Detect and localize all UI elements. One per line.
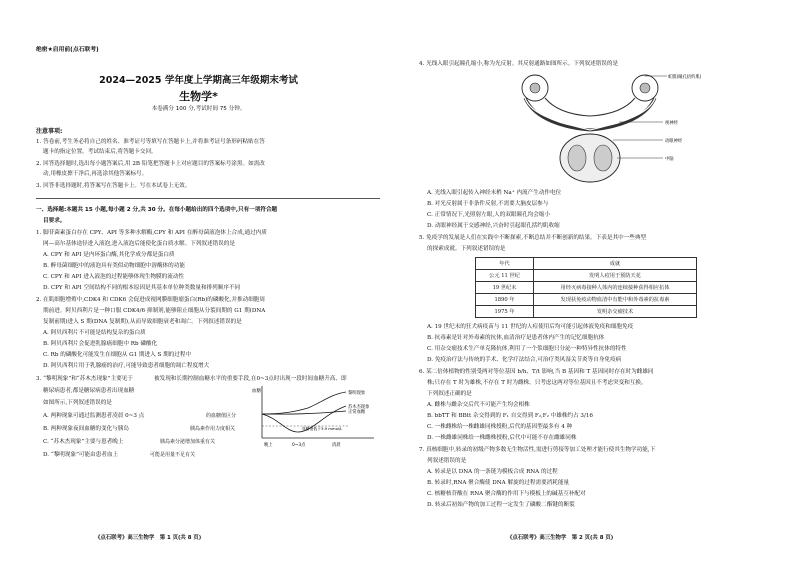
q5-option-d: D. 免疫治疗法与传统的手术、化学疗法结合,可治疗类风湿关节炎等自身免疫病	[427, 357, 622, 363]
midbrain-right-half	[594, 145, 612, 171]
q2-stem: 期前进。阿贝西利片是一种口服 CDK4/6 抑制剂,能够阻止细胞从分裂间期的 G1 期(DNA	[43, 308, 266, 314]
q1-option-d: D. CPY 和 API 空间结构不同的根本原因是其基本单位种类数量和排列顺序不同	[43, 285, 241, 291]
table-row	[476, 306, 697, 318]
note-line: 动,用橡皮擦干净后,再选涂其他答案标号。	[43, 171, 148, 177]
q3-text-tail: 胰岛素分泌增加体重有关	[160, 439, 216, 445]
y-label: 血糖	[252, 389, 261, 394]
q3-text-tail: 胰岛素作用力度相关	[190, 426, 236, 432]
q1-option-b: B. 醉母菌细胞中的液泡具有类似动物细胞中溶酶体的功能	[43, 263, 185, 269]
q5-stem: 的探索成就。下列叙述错误的是	[427, 246, 506, 252]
q5-option-a: A. 19 世纪末的狂犬病疫苗与 11 世纪的人痘使用后均可能引起体液免疫和细胞免疫	[427, 324, 634, 330]
secret-label: 绝密★启用前(点石联考)	[36, 47, 99, 53]
table-cell: 发现获免疫动物血清中有能中和外毒素的抗毒素	[534, 294, 697, 306]
q1-option-c: C. CPY 和 API 进入液泡的过程能够体现生物膜的流动性	[43, 274, 185, 280]
x-tick-morning: 清晨	[332, 443, 341, 448]
q4-option-a: A. 光线入眼引起传入神经末梢 Na⁺ 内流产生动作电位	[427, 190, 562, 196]
glucose-chart	[252, 384, 380, 452]
optic-nerve-right	[590, 98, 655, 130]
q3-stem: 3. “黎明现象”和“苏木杰现象”主要见于	[36, 376, 133, 382]
q2-option-a: A. 阿贝西利片不可能是结构复杂的蛋白质	[43, 330, 146, 336]
q6-option-c: C. 一株雌株给一株雌雄同株授粉,后代的基因型最多有 4 种	[427, 424, 573, 430]
q3-stem: 如图所示,下列叙述错误的是	[43, 400, 112, 406]
table-cell: 发明杂交瘤技术	[534, 306, 697, 318]
oculomotor-left	[545, 98, 590, 116]
table-cell: 1890 年	[476, 294, 534, 306]
q1-option-a: A. CPY 和 API 是内环蛋白酶,其化学成分都是蛋白质	[43, 252, 175, 258]
legend-dawn: 黎明现象	[348, 391, 366, 396]
page-footer: 《点石联考》高三生物学 第 1 页(共 8 页)	[95, 535, 202, 541]
q2-option-c: C. Rb 的磷酸化可能发生在细胞从 G1 期进入 S 期的过程中	[43, 352, 192, 358]
note-line: 2. 回答选择题时,选出每小题答案后,用 2B 铅笔把答题卡上对应题目的答案标号涂黑。如需改	[36, 161, 265, 167]
page-footer: 《点石联考》高三生物学 第 2 页(共 8 页)	[507, 535, 614, 541]
q7-stem: 7. 真核细胞中,转录的初级产物多数无生物活性,需进行剪接等加工处理才能行使其生物学功能,下	[419, 447, 656, 453]
q6-stem: 下列叙述正确的是	[427, 391, 472, 397]
threshold-label: 血糖值低于3.9 mmol/L	[302, 426, 343, 431]
q3-stem-tail: 被发现和长期控制血糖水平的重要手段,在0~3点时出现一段时间血糖升高、即	[154, 376, 347, 382]
q3-option-a: A. 两种现象可通过监测患者凌晨 0~3 点	[43, 413, 145, 419]
q4-option-c: C. 正常情况下,光照射左眼,人的双眼瞳孔均会缩小	[427, 212, 551, 218]
q3-stem: 糖尿病患者,都是糖尿病患者出现血糖	[43, 388, 135, 394]
q6-option-a: A. 雌株与雌杂交后代不可能产生均会相株	[427, 402, 530, 408]
q3-text-tail: 的血糖值区分	[206, 413, 237, 419]
q2-stem: 2. 在肌细胞增殖中,CDK4 和 CDK6 会促进成视网膜细胞瘤蛋白(Rb)的磷酸化,并推动细胞周	[36, 297, 265, 303]
exam-title: 2024—2025 学年度上学期高三年级期末考试	[99, 75, 298, 86]
notes-heading: 注意事项:	[36, 128, 63, 135]
q7-option-b: B. 转录时,RNA 聚合酶使 DNA 解旋的过程需要消耗能量	[427, 480, 570, 486]
q7-option-c: C. 核糖核苷酸在 RNA 聚合酶的作用下与模板上的碱基互补配对	[427, 491, 586, 497]
note-line: 1. 答卷前,考生务必将自己的姓名、准考证号等填写在答题卡上,并将准考证号条形码粘贴在答	[36, 139, 265, 145]
section-title-cont: 目要求。	[43, 218, 66, 224]
q6-stem: 株;只存在 T 时为雄株,不存在 T 时为雌株。只考虑这两对等位基因且不考虑突变和互换。	[427, 380, 647, 386]
q4-stem: 4. 光线入眼引起瞳孔缩小,称为光反射。其反射通路如图所示。下列叙述错误的是	[419, 61, 619, 67]
table-header: 年代	[476, 258, 534, 270]
table-cell: 用经灭病毒接种人体内的连续接种获得相应抗体	[534, 282, 697, 294]
table-cell: 公元 11 世纪	[476, 270, 534, 282]
q5-stem: 5. 免疫学的发展是人们在实践中不断探索,不断总结并不断创新的结果。下表是其中一些典型	[419, 235, 647, 241]
note-line: 题卡的指定位置。考试结束后,将答题卡交回。	[43, 149, 157, 155]
table-cell: 1975 年	[476, 306, 534, 318]
q1-stem: 网—高尔基体途径进入液泡,进入液泡后能使化蛋白质水解。下列叙述错误的是	[43, 241, 235, 247]
label-optic-nerve: 视神经	[665, 121, 678, 126]
q6-option-d: D. 一株雌雄同株给一株雌株授粉,后代中可能不存在雌雄同株	[427, 435, 577, 441]
x-tick-night: 晚上	[264, 443, 273, 448]
right-lens	[640, 83, 650, 93]
q4-option-b: B. 对光反射属于非条件反射,不需要大脑皮层参与	[427, 201, 549, 207]
section-title: 一、选择题:本题共 15 小题,每小题 2 分,共 30 分。在每小题给出的四个选项中,只有一项符合题	[36, 207, 278, 213]
q7-option-d: D. 转录后初始产物的加工过程一定发生了磷酸二酯键的断裂	[427, 502, 575, 508]
label-midbrain: 中脑	[665, 157, 674, 162]
exam-info: 本卷满分 100 分,考试时间 75 分钟。	[151, 106, 246, 112]
q7-stem: 列叙述错误的是	[427, 458, 467, 464]
q3-text-tail: 可能是用量不足有关	[150, 452, 196, 458]
label-iris: 虹膜(瞳孔括约肌)	[668, 75, 702, 80]
table-header: 成就	[534, 258, 697, 270]
legend-normal: 正常血糖	[348, 410, 366, 415]
q2-stem: 复制前期)进入 S 期(DNA 复制期),从而导致细胞衰老和凋亡。下列叙述错误的是	[43, 319, 242, 325]
divider	[36, 198, 380, 199]
label-oculomotor: 动眼神经	[665, 139, 683, 144]
midbrain-left-half	[568, 145, 586, 171]
table-row	[476, 294, 697, 306]
legend-somogyi: 苏木杰现象	[348, 405, 370, 410]
q4-option-d: D. 动眼神经属于交感神经,兴奋时引起眼孔括约肌收缩	[427, 223, 560, 229]
table-row	[476, 282, 697, 294]
page-right	[397, 0, 794, 561]
table-cell: 发明人痘用于预防天花	[534, 270, 697, 282]
q6-option-b: B. bbTT 和 BBtt 杂交得到的 F₁ 自交得到 F₂,F₂ 中雄株约占 3/16	[427, 413, 593, 419]
q1-stem: 1. 脚苷菌素蛋白存在 CPY、API 等多种水解酶,CPY 和 API 在醉母菌液泡体上合成,通过内质	[36, 230, 267, 236]
dawn-curve	[262, 392, 346, 414]
immunology-table	[475, 257, 697, 318]
q3-option-b: B. 两种现象夜间血糖的变化与胰岛	[43, 426, 129, 432]
q5-option-b: B. 抗毒素是针对外毒素的抗体,血清治疗是患者体内产生的记忆细胞抗体	[427, 335, 605, 341]
q2-option-b: B. 阿贝西利片会促进乳腺癌细胞中 Rb 磷酸化	[43, 341, 158, 347]
x-tick-midnight: 0~3点	[292, 443, 306, 448]
left-lens	[530, 83, 540, 93]
q3-option-c: C. “苏木杰现象”主要与患者晚上	[43, 439, 124, 445]
subject-title: 生物学*	[179, 90, 218, 103]
table-cell: 19 世纪末	[476, 282, 534, 294]
table-row	[476, 270, 697, 282]
q2-option-d: D. 阿贝西利片用于乳腺癌的治疗,可能导致患者细胞的凋亡程度增大	[43, 363, 210, 369]
table-header-row	[476, 258, 697, 270]
q5-option-c: C. 用杂交瘤技术生产单克隆抗体,利用了一个浆细胞只分泌一种特异性抗体的特性	[427, 346, 627, 352]
q7-option-a: A. 转录是以 DNA 的一条链为模板合成 RNA 的过程	[427, 469, 558, 475]
oculomotor-right	[590, 98, 635, 116]
q3-option-d: D. “黎明现象”可能由患者血上	[43, 452, 119, 458]
q6-stem: 6. 某二倍体植物的性别受两对等位基因 b/h、T/t 影响,当 B 基因和 T 基因同时存在时为雌雄同	[419, 369, 654, 375]
note-line: 3. 回答非选择题时,将答案写在答题卡上。写在本试卷上无效。	[36, 183, 191, 189]
optic-nerve-left	[525, 98, 590, 130]
reflex-diagram	[495, 70, 702, 188]
